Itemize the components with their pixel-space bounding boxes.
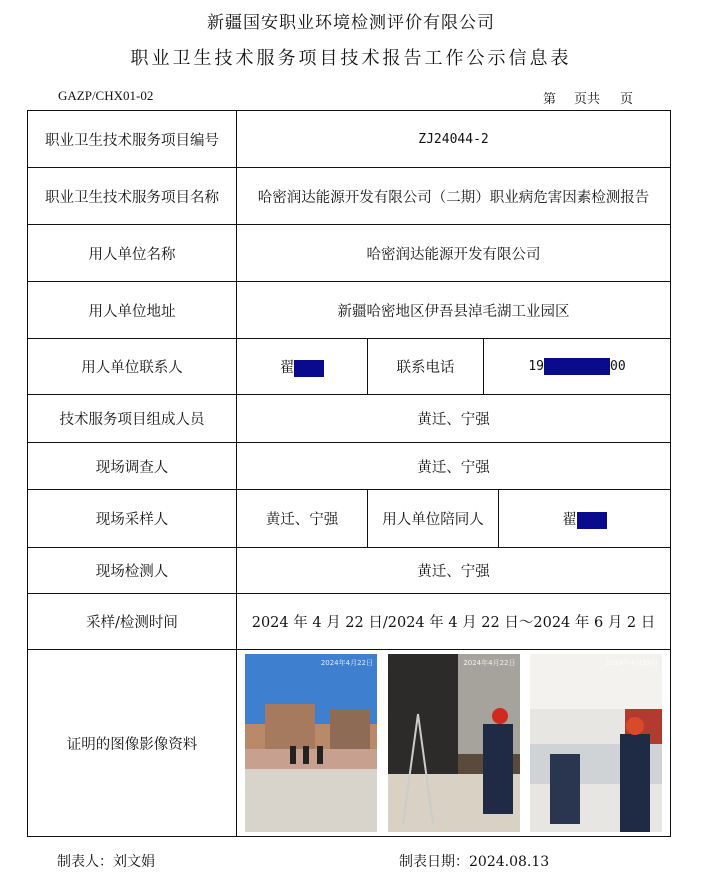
employer-name-value: 哈密润达能源开发有限公司 bbox=[237, 225, 671, 282]
row-employer-address bbox=[28, 282, 671, 339]
team-value: 黄迁、宁强 bbox=[237, 395, 671, 443]
footer-date: 制表日期：2024.08.13 bbox=[399, 854, 550, 870]
contact-label: 用人单位联系人 bbox=[28, 339, 237, 395]
row-images bbox=[28, 650, 671, 837]
project-code-value: ZJ24044-2 bbox=[237, 111, 671, 168]
company-name: 新疆国安职业环境检测评价有限公司 bbox=[207, 13, 495, 33]
team-label: 技术服务项目组成人员 bbox=[28, 395, 237, 443]
detection-label: 现场检测人 bbox=[28, 548, 237, 594]
project-name-value: 哈密润达能源开发有限公司（二期）职业病危害因素检测报告 bbox=[237, 168, 671, 225]
project-code-label: 职业卫生技术服务项目编号 bbox=[28, 111, 237, 168]
site-photo-2 bbox=[388, 654, 520, 832]
phone-label: 联系电话 bbox=[368, 339, 484, 395]
images-cell bbox=[237, 650, 671, 837]
row-contact bbox=[28, 339, 671, 395]
form-code: GAZP/CHX01-02 bbox=[58, 88, 154, 103]
sampling-label: 现场采样人 bbox=[28, 490, 237, 548]
site-photo-3-image bbox=[530, 654, 662, 832]
site-photo-3 bbox=[530, 654, 662, 832]
photo-2-timestamp: 2024年4月22日 bbox=[463, 659, 516, 667]
redaction-bar bbox=[544, 358, 610, 375]
phone-value bbox=[484, 339, 671, 395]
survey-label: 现场调查人 bbox=[28, 443, 237, 490]
companion-visible: 翟 bbox=[562, 512, 577, 528]
row-employer-name bbox=[28, 225, 671, 282]
row-time bbox=[28, 594, 671, 650]
page-label-3: 页 bbox=[620, 92, 634, 107]
page-info bbox=[543, 88, 633, 107]
site-photo-2-image bbox=[388, 654, 520, 832]
employer-address-value: 新疆哈密地区伊吾县淖毛湖工业园区 bbox=[237, 282, 671, 339]
row-sampling bbox=[28, 490, 671, 548]
row-detection bbox=[28, 548, 671, 594]
companion-label: 用人单位陪同人 bbox=[368, 490, 499, 548]
footer-maker: 制表人：刘文娟 bbox=[57, 854, 155, 870]
row-survey bbox=[28, 443, 671, 490]
sampling-value: 黄迁、宁强 bbox=[237, 490, 368, 548]
employer-name-label: 用人单位名称 bbox=[28, 225, 237, 282]
page-label-2: 页共 bbox=[574, 92, 601, 107]
site-photo-1 bbox=[245, 654, 377, 832]
redaction-bar bbox=[577, 512, 607, 529]
project-name-label: 职业卫生技术服务项目名称 bbox=[28, 168, 237, 225]
survey-value: 黄迁、宁强 bbox=[237, 443, 671, 490]
row-project-code bbox=[28, 111, 671, 168]
photo-3-timestamp: 2024年4月22日 bbox=[605, 659, 658, 667]
phone-prefix: 19 bbox=[528, 359, 544, 374]
contact-name-visible: 翟 bbox=[279, 360, 295, 376]
detection-value: 黄迁、宁强 bbox=[237, 548, 671, 594]
time-label: 采样/检测时间 bbox=[28, 594, 237, 650]
form-title: 职业卫生技术服务项目技术报告工作公示信息表 bbox=[130, 48, 572, 69]
site-photo-1-image bbox=[245, 654, 377, 832]
redaction-bar bbox=[294, 360, 324, 377]
employer-address-label: 用人单位地址 bbox=[28, 282, 237, 339]
companion-name bbox=[499, 490, 671, 548]
phone-suffix: 00 bbox=[610, 359, 626, 374]
time-value: 2024 年 4 月 22 日/2024 年 4 月 22 日～2024 年 6 月 2 日 bbox=[237, 594, 671, 650]
images-label: 证明的图像影像资料 bbox=[28, 650, 237, 837]
photo-1-timestamp: 2024年4月22日 bbox=[320, 659, 373, 667]
info-table bbox=[27, 110, 671, 837]
row-team bbox=[28, 395, 671, 443]
row-project-name bbox=[28, 168, 671, 225]
contact-name bbox=[237, 339, 368, 395]
page-label-1: 第 bbox=[543, 92, 557, 107]
